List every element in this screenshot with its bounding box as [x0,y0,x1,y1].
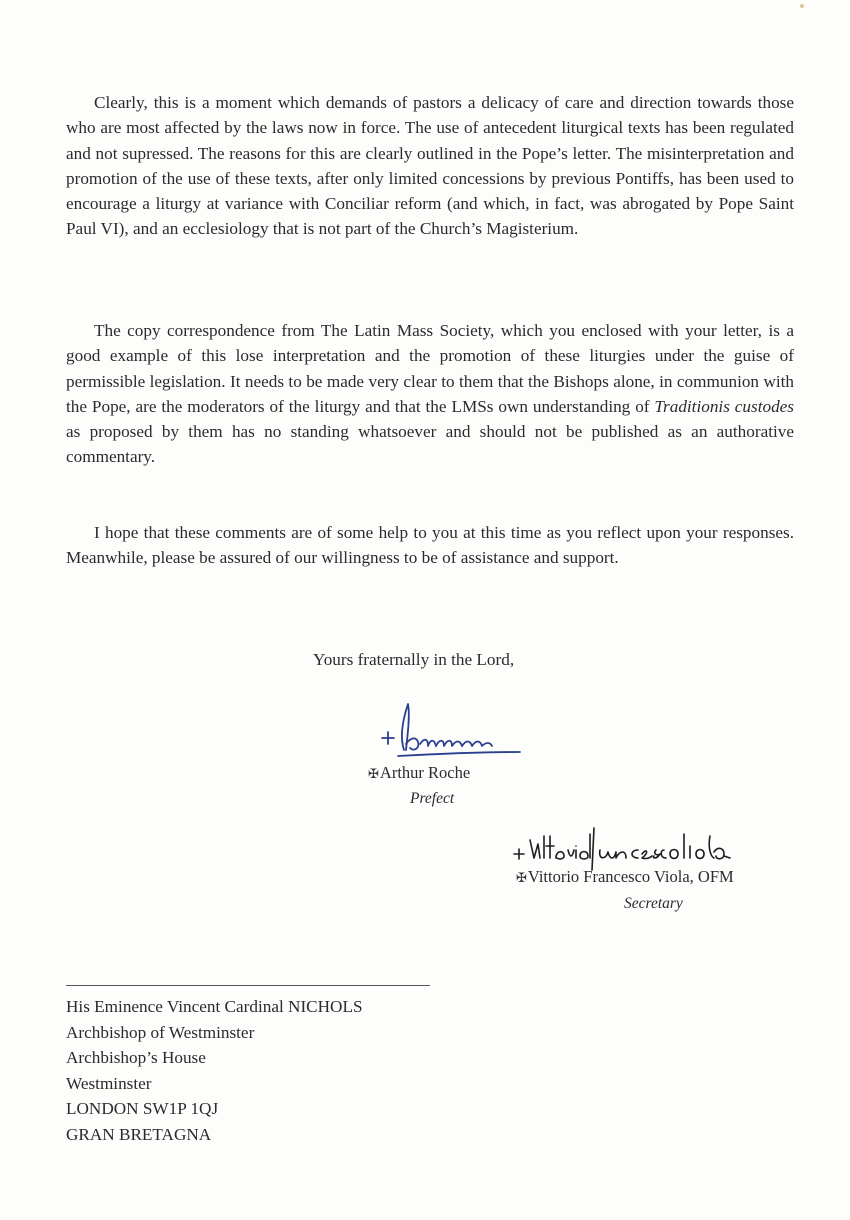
body-paragraph-3 [66,520,794,571]
address-line: Archbishop of Westminster [66,1022,255,1042]
secretary-name: Vittorio Francesco Viola, OFM [527,867,734,886]
paragraph-1-text: Clearly, this is a moment which demands of pastors a delicacy of care and direction towards those who are most affected by the laws now in force. The use of antecedent liturgical texts has been regulated and not supressed. The reasons for this are clearly outlined in the Pope’s letter. The misinterpretation and promotion of the use of these texts, after only limited concessions by previous Pontiffs, has been used to encourage a liturgy at variance with Conciliar reform (and which, in fact, was abrogated by Pope Saint Paul VI), and an ecclesiology that is not part of the Church’s Magisterium. [66,93,794,239]
prefect-name-line [368,762,470,785]
prefect-title: Prefect [410,790,455,807]
paragraph-2-text-start: The copy correspondence from The Latin Mass Society, which you enclosed with your letter, is a good example of this lose interpretation and the promotion of these liturgies under the guise of permissible legislation. It needs to be made very clear to them that the Bishops alone, in communion with the Pope, are the moderators of the liturgy and that the LMSs own understanding of [66,321,794,416]
maltese-cross-icon: ✠ [516,870,527,885]
body-paragraph-2 [66,318,794,470]
address-line: GRAN BRETAGNA [66,1124,212,1144]
address-divider [66,985,430,986]
recipient-address [66,994,363,1148]
prefect-signature [374,698,524,768]
paragraph-2-text-end: as proposed by them has no standing whatsoever and should not be published as an authorative commentary. [66,422,794,467]
address-line: Archbishop’s House [66,1048,206,1068]
document-title-italic: Traditionis custodes [654,396,794,416]
secretary-name-line [516,866,734,889]
paper-speck [800,4,804,8]
secretary-title: Secretary [624,895,683,912]
address-line: His Eminence Vincent Cardinal NICHOLS [66,997,363,1016]
body-paragraph-1 [66,90,794,242]
address-line: Westminster [66,1073,152,1093]
maltese-cross-icon: ✠ [368,766,379,781]
paragraph-3-text: I hope that these comments are of some help to you at this time as you reflect upon your responses. Meanwhile, please be assured of our willingness to be of assistance and support. [66,523,794,568]
prefect-name: Arthur Roche [379,763,471,782]
closing-salutation: Yours fraternally in the Lord, [313,650,515,669]
address-line: LONDON SW1P 1QJ [66,1099,219,1119]
